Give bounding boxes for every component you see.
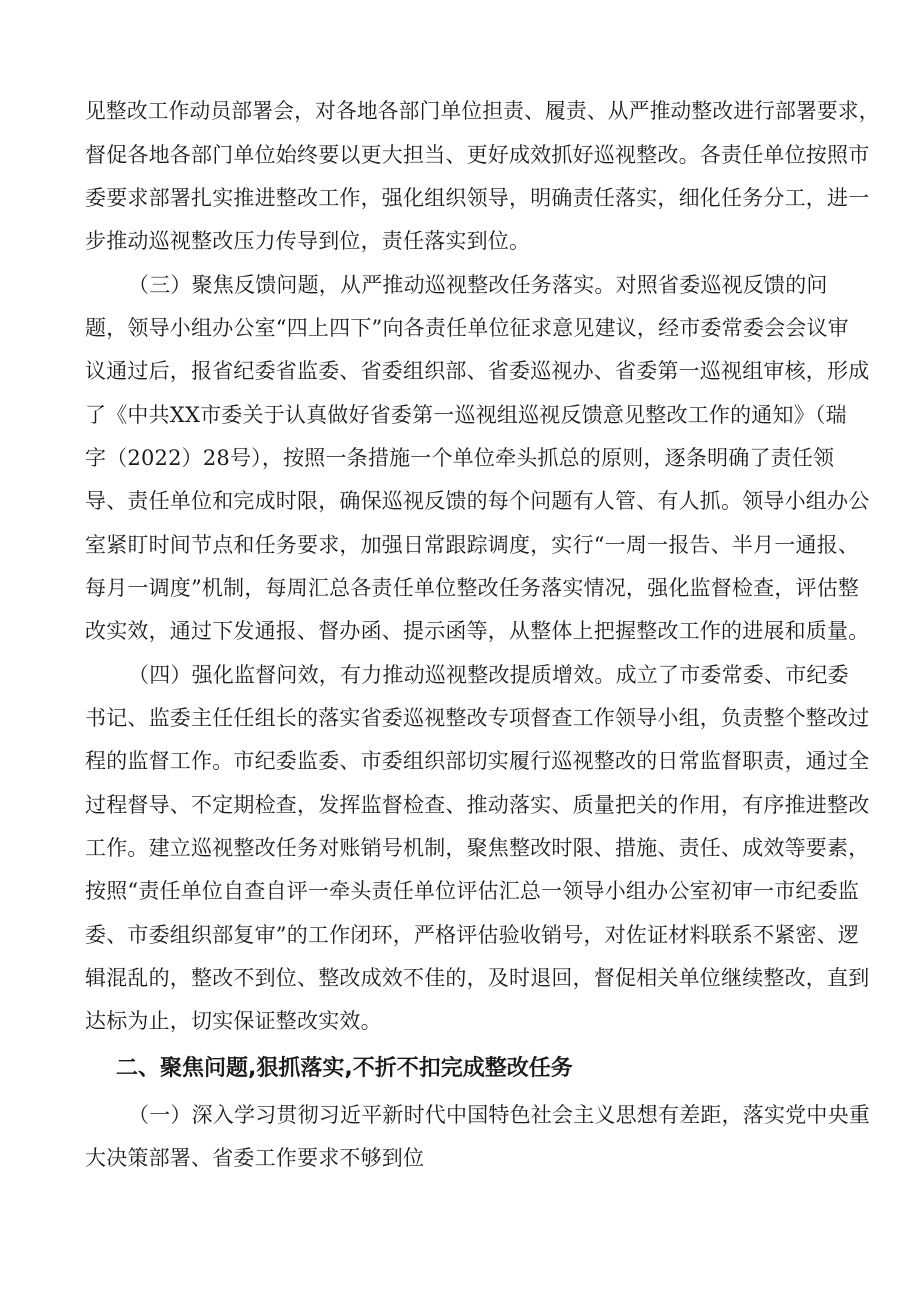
text-line: 了《中共XX市委关于认真做好省委第一巡视组巡视反馈意见整改工作的通知》（瑞 xyxy=(85,403,847,427)
text-line: 每月一调度”机制，每周汇总各责任单位整改任务落实情况，强化监督检查，评估整 xyxy=(85,576,860,600)
text-line: 室紧盯时间节点和任务要求，加强日常跟踪调度，实行“一周一报告、半月一通报、 xyxy=(85,533,860,557)
text-line: 书记、监委主任任组长的落实省委巡视整改专项督查工作领导小组，负责整个整改过 xyxy=(85,706,870,730)
text-line: 按照“责任单位自查自评一牵头责任单位评估汇总一领导小组办公室初审一市纪委监 xyxy=(85,879,860,903)
section-heading: 二、聚焦问题,狠抓落实,不折不扣完成整改任务 xyxy=(116,1056,573,1081)
text-line: 委要求部署扎实推进整改工作，强化组织领导，明确责任落实，细化任务分工，进一 xyxy=(85,186,870,210)
text-line: 见整改工作动员部署会，对各地各部门单位担责、履责、从严推动整改进行部署要求， xyxy=(85,99,880,123)
paragraph-three-first-line: （三）聚焦反馈问题，从严推动巡视整改任务落实。对照省委巡视反馈的问 xyxy=(128,273,828,297)
text-line: 导、责任单位和完成时限，确保巡视反馈的每个问题有人管、有人抓。领导小组办公 xyxy=(85,489,870,513)
paragraph-four-first-line: （四）强化监督问效，有力推动巡视整改提质增效。成立了市委常委、市纪委 xyxy=(128,663,849,687)
text-line: 工作。建立巡视整改任务对账销号机制，聚焦整改时限、措施、责任、成效等要素， xyxy=(85,836,870,860)
subsection-title-line: （一）深入学习贯彻习近平新时代中国特色社会主义思想有差距，落实党中央重 xyxy=(128,1103,870,1127)
text-line: 辑混乱的，整改不到位、整改成效不佳的，及时退回，督促相关单位继续整改，直到 xyxy=(85,966,870,990)
text-line: 步推动巡视整改压力传导到位，责任落实到位。 xyxy=(85,229,531,253)
text-line: 督促各地各部门单位始终要以更大担当、更好成效抓好巡视整改。各责任单位按照市 xyxy=(85,143,870,167)
text-line: 过程督导、不定期检查，发挥监督检查、推动落实、质量把关的作用，有序推进整改 xyxy=(85,793,870,817)
text-line: 达标为止，切实保证整改实效。 xyxy=(85,1009,382,1033)
text-line: 题，领导小组办公室“四上四下”向各责任单位征求意见建议，经市委常委会会议审 xyxy=(85,316,849,340)
text-line: 程的监督工作。市纪委监委、市委组织部切实履行巡视整改的日常监督职责，通过全 xyxy=(85,749,870,773)
text-line: 改实效，通过下发通报、督办函、提示函等，从整体上把握整改工作的进展和质量。 xyxy=(85,619,870,643)
text-line: 议通过后，报省纪委省监委、省委组织部、省委巡视办、省委第一巡视组审核，形成 xyxy=(85,359,870,383)
text-line: 字（2022）28号），按照一条措施一个单位牵头抓总的原则，逐条明确了责任领 xyxy=(85,446,835,470)
subsection-title-line: 大决策部署、省委工作要求不够到位 xyxy=(85,1146,425,1170)
text-line: 委、市委组织部复审”的工作闭环，严格评估验收销号，对佐证材料联系不紧密、逻 xyxy=(85,923,860,947)
